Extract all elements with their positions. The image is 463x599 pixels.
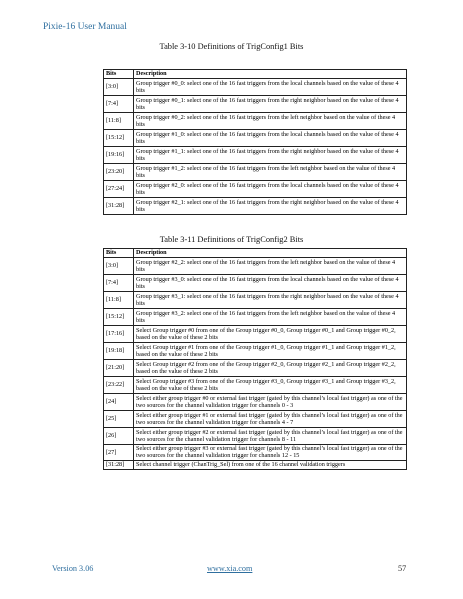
description-cell: Group trigger #3_2: select one of the 16 fast triggers from the left neighbor based on the value of these 4 bits xyxy=(134,309,407,326)
footer-url-link[interactable]: www.xia.com xyxy=(207,564,253,573)
footer-page-number: 57 xyxy=(398,564,407,573)
table2-caption: Table 3-11 Definitions of TrigConfig2 Bits xyxy=(159,235,304,244)
table-row xyxy=(104,130,407,147)
bits-header: Bits xyxy=(104,249,134,258)
bits-cell: [25] xyxy=(104,411,134,428)
bits-cell: [27] xyxy=(104,445,134,461)
table-row xyxy=(104,79,407,96)
bits-cell: [17:16] xyxy=(104,326,134,343)
bits-cell: [31:28] xyxy=(104,460,134,469)
bits-cell: [7:4] xyxy=(104,275,134,292)
description-cell: Group trigger #1_0: select one of the 16 fast triggers from the local channels based on the value of these 4 bits xyxy=(134,130,407,147)
trigconfig2-table xyxy=(103,248,407,470)
description-cell: Group trigger #2_2: select one of the 16 fast triggers from the left neighbor based on the value of these 4 bits xyxy=(134,258,407,275)
description-cell: Group trigger #1_2: select one of the 16 fast triggers from the left neighbor based on the value of these 4 bits xyxy=(134,164,407,181)
description-cell: Group trigger #0_0: select one of the 16 fast triggers from the local channels based on the value of these 4 bits xyxy=(134,79,407,96)
bits-cell: [11:8] xyxy=(104,113,134,130)
bits-cell: [21:20] xyxy=(104,360,134,377)
bits-cell: [19:18] xyxy=(104,343,134,360)
table-row xyxy=(104,460,407,469)
table-row xyxy=(104,445,407,461)
table1-caption: Table 3-10 Definitions of TrigConfig1 Bits xyxy=(159,42,304,51)
bits-cell: [11:8] xyxy=(104,292,134,309)
table-row xyxy=(104,258,407,275)
table-row xyxy=(104,96,407,113)
document-header: Pixie-16 User Manual xyxy=(43,22,127,32)
description-cell: Select either group trigger #2 or external fast trigger (gated by this channel’s local fast trigger) as one of the two sources for the channel validation trigger for channels 8 - 11 xyxy=(134,428,407,445)
bits-cell: [26] xyxy=(104,428,134,445)
bits-cell: [3:0] xyxy=(104,79,134,96)
description-cell: Select Group trigger #0 from one of the Group trigger #0_0, Group trigger #0_1 and Group trigger #0_2, based on the value of these 2 bits xyxy=(134,326,407,343)
description-cell: Select either group trigger #1 or external fast trigger (gated by this channel’s local fast trigger) as one of the two sources for the channel validation trigger for channels 4 - 7 xyxy=(134,411,407,428)
bits-cell: [7:4] xyxy=(104,96,134,113)
bits-header: Bits xyxy=(104,70,134,79)
description-cell: Select Group trigger #2 from one of the Group trigger #2_0, Group trigger #2_1 and Group trigger #2_2, based on the value of these 2 bits xyxy=(134,360,407,377)
bits-cell: [23:20] xyxy=(104,164,134,181)
table-row xyxy=(104,164,407,181)
bits-cell: [27:24] xyxy=(104,181,134,198)
table-row xyxy=(104,343,407,360)
trigconfig1-table xyxy=(103,69,407,215)
bits-cell: [24] xyxy=(104,394,134,411)
description-cell: Group trigger #2_0: select one of the 16 fast triggers from the local channels based on the value of these 4 bits xyxy=(134,181,407,198)
description-cell: Group trigger #3_0: select one of the 16 fast triggers from the local channels based on the value of these 4 bits xyxy=(134,275,407,292)
table-row xyxy=(104,292,407,309)
table-row xyxy=(104,309,407,326)
table-row xyxy=(104,428,407,445)
description-header: Description xyxy=(134,249,407,258)
bits-cell: [23:22] xyxy=(104,377,134,394)
table-row xyxy=(104,377,407,394)
description-header: Description xyxy=(134,70,407,79)
description-cell: Select Group trigger #1 from one of the Group trigger #1_0, Group trigger #1_1 and Group trigger #1_2, based on the value of these 2 bits xyxy=(134,343,407,360)
table-row xyxy=(104,326,407,343)
description-cell: Select channel trigger (ChanTrig_Sel) from one of the 16 channel validation triggers xyxy=(134,460,407,469)
table-row xyxy=(104,113,407,130)
description-cell: Select either group trigger #0 or external fast trigger (gated by this channel’s local fast trigger) as one of the two sources for the channel validation trigger for channels 0 - 3 xyxy=(134,394,407,411)
bits-cell: [15:12] xyxy=(104,309,134,326)
footer-version: Version 3.06 xyxy=(52,564,94,573)
description-cell: Group trigger #0_2: select one of the 16 fast triggers from the left neighbor based on the value of these 4 bits xyxy=(134,113,407,130)
description-cell: Select Group trigger #3 from one of the Group trigger #3_0, Group trigger #3_1 and Group trigger #3_2, based on the value of these 2 bits xyxy=(134,377,407,394)
table-row xyxy=(104,198,407,215)
table-row xyxy=(104,275,407,292)
description-cell: Group trigger #2_1: select one of the 16 fast triggers from the right neighbor based on the value of these 4 bits xyxy=(134,198,407,215)
description-cell: Group trigger #1_1: select one of the 16 fast triggers from the right neighbor based on the value of these 4 bits xyxy=(134,147,407,164)
bits-cell: [3:0] xyxy=(104,258,134,275)
table-row xyxy=(104,360,407,377)
bits-cell: [31:28] xyxy=(104,198,134,215)
table-row xyxy=(104,147,407,164)
description-cell: Group trigger #3_1: select one of the 16 fast triggers from the right neighbor based on the value of these 4 bits xyxy=(134,292,407,309)
table-row xyxy=(104,411,407,428)
description-cell: Select either group trigger #3 or external fast trigger (gated by this channel’s local fast trigger) as one of the two sources for the channel validation trigger for channels 12 - 15 xyxy=(134,445,407,461)
bits-cell: [19:16] xyxy=(104,147,134,164)
table-row xyxy=(104,394,407,411)
description-cell: Group trigger #0_1: select one of the 16 fast triggers from the right neighbor based on the value of these 4 bits xyxy=(134,96,407,113)
table-row xyxy=(104,181,407,198)
bits-cell: [15:12] xyxy=(104,130,134,147)
